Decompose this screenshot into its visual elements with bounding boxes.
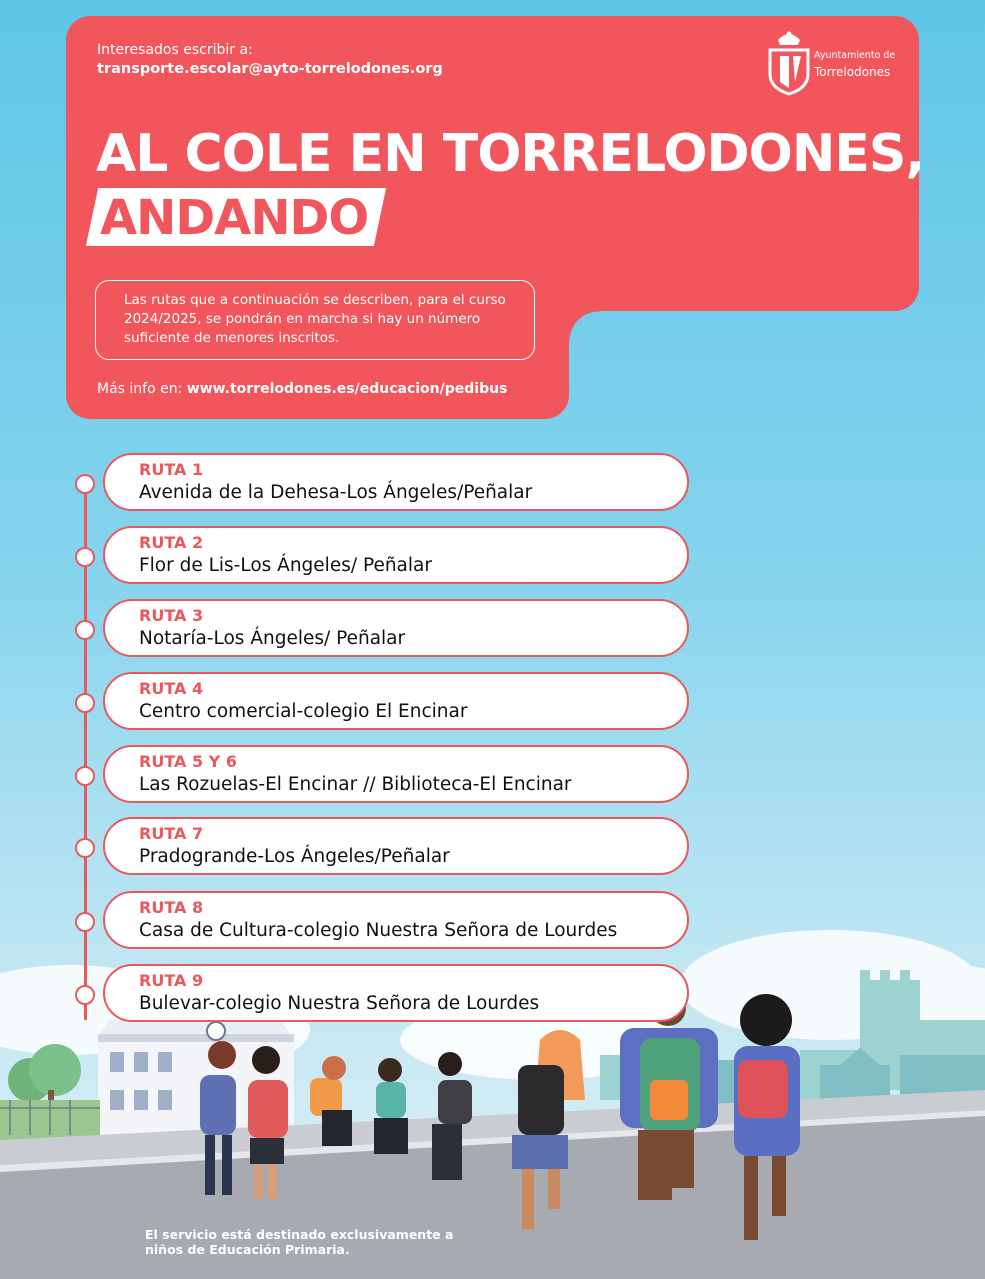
route-card-6[interactable] — [103, 817, 689, 875]
route-name: Avenida de la Dehesa-Los Ángeles/Peñalar — [139, 482, 533, 503]
contact-email[interactable]: transporte.escolar@ayto-torrelodones.org — [97, 61, 443, 77]
torrelodones-crest-icon — [768, 30, 810, 96]
notice-box — [95, 280, 535, 360]
route-number: RUTA 2 — [139, 533, 204, 552]
route-number: RUTA 9 — [139, 971, 204, 990]
more-info — [97, 381, 507, 397]
route-card-1[interactable] — [103, 453, 689, 511]
route-number: RUTA 7 — [139, 824, 204, 843]
timeline-dot — [75, 474, 95, 494]
title-line2: ANDANDO — [100, 190, 369, 246]
route-name: Centro comercial-colegio El Encinar — [139, 701, 468, 722]
route-name: Flor de Lis-Los Ángeles/ Peñalar — [139, 555, 432, 576]
timeline-dot — [75, 766, 95, 786]
route-card-8[interactable] — [103, 964, 689, 1022]
timeline-dot — [75, 985, 95, 1005]
timeline-dot — [75, 620, 95, 640]
more-info-link[interactable]: www.torrelodones.es/educacion/pedibus — [186, 381, 508, 397]
header-panel-notch — [569, 311, 599, 341]
timeline-dot — [75, 693, 95, 713]
route-number: RUTA 8 — [139, 898, 204, 917]
route-card-7[interactable] — [103, 891, 689, 949]
route-card-3[interactable] — [103, 599, 689, 657]
route-number: RUTA 3 — [139, 606, 204, 625]
logo-line2: Torrelodones — [814, 65, 891, 79]
route-name: Las Rozuelas-El Encinar // Biblioteca-El Encinar — [139, 774, 572, 795]
timeline-dot — [75, 912, 95, 932]
timeline-dot — [75, 547, 95, 567]
footer-note: El servicio está destinado exclusivamente a niños de Educación Primaria. — [145, 1227, 454, 1257]
logo-line1: Ayuntamiento de — [814, 50, 896, 61]
title-line1: AL COLE EN TORRELODONES, — [96, 124, 925, 184]
route-card-4[interactable] — [103, 672, 689, 730]
route-number: RUTA 1 — [139, 460, 204, 479]
route-number: RUTA 5 Y 6 — [139, 752, 237, 771]
route-name: Casa de Cultura-colegio Nuestra Señora de Lourdes — [139, 920, 618, 941]
route-name: Bulevar-colegio Nuestra Señora de Lourdes — [139, 993, 540, 1014]
route-card-5[interactable] — [103, 745, 689, 803]
notice-text: Las rutas que a continuación se describen, para el curso 2024/2025, se pondrán en marcha si hay un número suficiente de menores inscritos. — [124, 292, 506, 346]
more-info-label: Más info en: — [97, 381, 183, 397]
route-name: Pradogrande-Los Ángeles/Peñalar — [139, 846, 450, 867]
route-card-2[interactable] — [103, 526, 689, 584]
route-name: Notaría-Los Ángeles/ Peñalar — [139, 628, 406, 649]
route-number: RUTA 4 — [139, 679, 204, 698]
contact-label: Interesados escribir a: — [97, 42, 253, 58]
timeline-dot — [75, 838, 95, 858]
